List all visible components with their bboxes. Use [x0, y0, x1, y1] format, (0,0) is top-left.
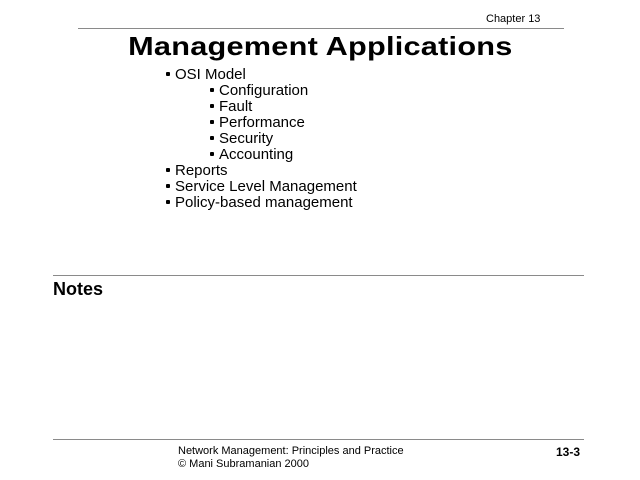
- bullet-icon: [166, 72, 170, 76]
- bullet-item: [166, 67, 357, 83]
- bullet-icon: [210, 120, 214, 124]
- bullet-icon: [166, 168, 170, 172]
- bullet-icon: [166, 200, 170, 204]
- bullet-text: Accounting: [219, 146, 294, 163]
- sub-bullet-item: [166, 83, 357, 99]
- footer-divider: [53, 439, 584, 440]
- bullet-text: Reports: [175, 162, 228, 179]
- bullet-icon: [210, 136, 214, 140]
- bullet-icon: [210, 88, 214, 92]
- bullet-text: Fault: [219, 98, 253, 115]
- footer-book-title: Network Management: Principles and Practice: [178, 445, 404, 457]
- header-divider: [78, 28, 564, 29]
- bullet-text: Policy-based management: [175, 194, 353, 211]
- slide-title: Management Applications: [128, 31, 513, 61]
- bullet-text: Configuration: [219, 82, 309, 99]
- bullet-item: [166, 179, 357, 195]
- bullet-item: [166, 195, 357, 211]
- footer-copyright: © Mani Subramanian 2000: [178, 458, 310, 470]
- bullet-text: Service Level Management: [175, 178, 357, 195]
- sub-bullet-item: [166, 147, 357, 163]
- bullet-list: [166, 67, 357, 211]
- sub-bullet-item: [166, 99, 357, 115]
- bullet-icon: [210, 152, 214, 156]
- chapter-label: Chapter 13: [486, 13, 541, 25]
- notes-divider: [53, 275, 584, 276]
- bullet-icon: [210, 104, 214, 108]
- bullet-text: OSI Model: [175, 66, 246, 83]
- bullet-icon: [166, 184, 170, 188]
- page-number: 13-3: [556, 445, 581, 459]
- bullet-text: Performance: [219, 114, 305, 131]
- notes-heading: Notes: [53, 279, 104, 299]
- sub-bullet-item: [166, 115, 357, 131]
- bullet-text: Security: [219, 130, 274, 147]
- sub-bullet-item: [166, 131, 357, 147]
- footer-credits: [178, 445, 404, 471]
- bullet-item: [166, 163, 357, 179]
